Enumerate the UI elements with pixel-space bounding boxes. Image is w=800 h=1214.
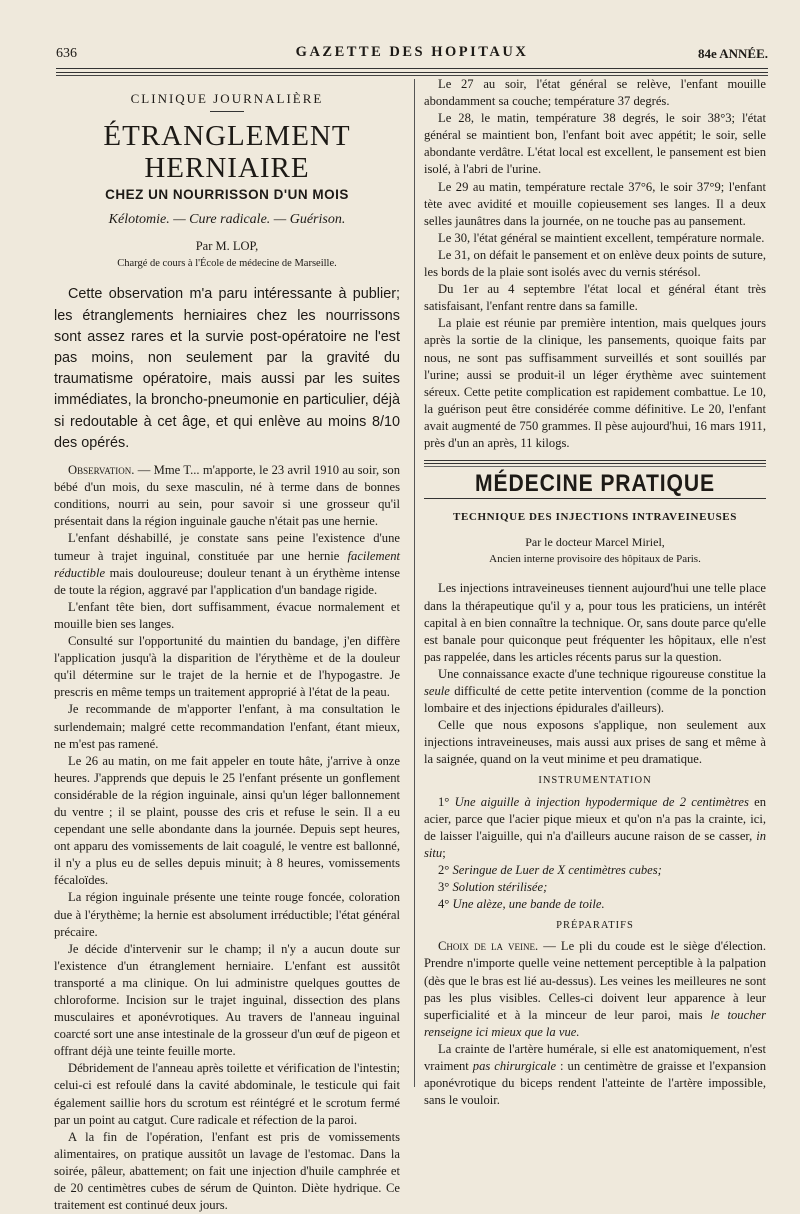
italic-text: in situ: [424, 828, 766, 860]
year-label: 84e ANNÉE.: [697, 46, 768, 61]
article-title: ÉTRANGLEMENT HERNIAIRE: [103, 120, 351, 185]
column-divider: [414, 79, 415, 1087]
article-author-2: Par le docteur Marcel Miriel,: [525, 535, 665, 550]
italic-text: Une aiguille à injection hypodermique de 2 centimètres: [454, 794, 749, 809]
observation-text: Mme T... m'apporte, le 23 avril 1910 au soir, son bébé d'un mois, du sexe masculin, né à terme dans de bonnes conditions, nourri au sein, pour savoir si une grosseur qu'il présentait dans la région inguinale gauche n'était pas une hernie.: [54, 463, 400, 529]
intro-paragraph: Cette observation m'a paru intéressante à publier; les étranglements herniaires chez les nourrissons sont assez rares et la survie post-opératoire ne l'est pas moins, non seulement par la gravité du traumatisme opératoire, mais aussi par les suites immédiates, la broncho-pneumonie en particulier, déjà si redoutable à cet âge, et qui enlève au moins 8/10 des opérés.: [54, 286, 400, 451]
list-number: 2°: [438, 862, 453, 877]
article-summary: Kélotomie. — Cure radicale. — Guérison.: [108, 212, 346, 228]
italic-text: Solution stérilisée;: [452, 880, 548, 895]
list-number: 4°: [438, 897, 453, 912]
run-in-label: Choix de la veine.: [438, 939, 539, 954]
paragraph-text: L'enfant déshabillé, je constate sans peine l'existence d'une tumeur à trajet inguinal, constituée par une hernie: [54, 531, 400, 563]
list-item: [424, 896, 766, 913]
paragraph: Consulté sur l'opportunité du maintien du bandage, j'en diffère l'application jusqu'à la disparition de l'érythème et de la douleur qu'il détermine sur le trajet de la hernie et de l'hypogastre. Je prescris en même temps un traitement approprié à l'état de la peau.: [54, 634, 400, 700]
paragraph: Les injections intraveineuses tiennent aujourd'hui une telle place dans la thérapeutique qu'il y a, pour tous les praticiens, un intérêt capital à en bien connaître la technique. Or, sans doute parce qu'elle est banale pour quiconque peut fréquenter les hôpitaux, elle n'est pas rappelée, dans les articles récents parus sur la question.: [424, 581, 766, 664]
paragraph: Je recommande de m'apporter l'enfant, à ma consultation le surlendemain; malgré cette recommandation l'enfant, étant mieux, ne m'est pas ramené.: [54, 702, 400, 751]
section-title-rule: [424, 498, 766, 499]
paragraph-text: La crainte de l'artère humérale, si elle est anatomiquement, n'est vraiment: [424, 1041, 766, 1073]
paragraph-text: Une connaissance exacte d'une technique rigoureuse constitue la: [438, 666, 766, 681]
paragraph: [424, 938, 766, 1041]
paragraph-text: en acier, parce que l'acier pique mieux et qu'on n'a pas la crainte, ici, de laisser l'aiguille, qui n'a d'ailleurs aucune raison de se casser,: [424, 794, 766, 843]
right-column: [424, 76, 766, 1109]
article-affiliation-2: Ancien interne provisoire des hôpitaux de Paris.: [489, 553, 701, 566]
paragraph-text: difficulté de cette petite intervention (comme de la ponction lombaire et des injections épidurales d'ailleurs).: [424, 684, 766, 716]
paragraph: Le 30, l'état général se maintient excellent, température normale.: [438, 230, 765, 245]
paragraph: A la fin de l'opération, l'enfant est pris de vomissements alimentaires, on pratique aussitôt un lavage de l'estomac. Dans la soirée, pâleur, abattement; on fait une injection d'huile camphrée et de 20 centimètres cubes de sérum de Quinton. Diète hydrique. Ce traitement est continué deux jours.: [54, 1129, 400, 1213]
list-item: [424, 794, 766, 862]
section-divider-thin: [424, 466, 766, 467]
list-number: 3°: [438, 880, 453, 895]
paragraph: Du 1er au 4 septembre l'état local et général étant très satisfaisant, l'enfant rentre dans sa famille.: [424, 282, 766, 314]
paragraph: [54, 530, 400, 598]
paragraph: Le 31, on défait le pansement et on enlève deux points de suture, les bords de la plaie sont isolés avec du vernis stérésol.: [424, 247, 766, 280]
paragraph-text: ;: [442, 845, 446, 860]
italic-text: Seringue de Luer de X centimètres cubes;: [452, 862, 662, 877]
left-column: [54, 86, 400, 1214]
paragraph: [424, 1041, 766, 1109]
paragraph: [424, 666, 766, 717]
paragraph: Celle que nous exposons s'applique, non seulement aux injections intraveineuses, mais aussi aux prises de sang et même à la saignée, quand on la veut minime et peu dramatique.: [424, 718, 766, 767]
section-divider: [424, 460, 766, 464]
subheading-instrumentation: INSTRUMENTATION: [538, 775, 652, 787]
section-title: MÉDECINE PRATIQUE: [475, 470, 715, 498]
paragraph: Débridement de l'anneau après toilette et vérification de l'intestin; celui-ci est refoulé dans la cavité abdominale, le testicule qui fait également saillie hors du scrotum est réintégré et le scrotum fermé par un point au catgut. Cure radicale et réfection de la paroi.: [54, 1061, 400, 1127]
paragraph-text: : un centimètre de graisse et l'expansion aponévrotique du biceps rendent l'atteinte de l'artère impossible, sans le vouloir.: [424, 1058, 766, 1108]
paragraph: La région inguinale présente une teinte rouge foncée, coloration due à l'érythème; la hernie est absolument irréductible; l'état général précaire.: [54, 890, 400, 939]
observation-label: Observation. —: [68, 463, 151, 478]
observation-paragraph: [54, 462, 400, 530]
paragraph: La plaie est réunie par première intention, mais quelques jours après la sortie de la clinique, les pansements, quoique faits par nous, ne sont pas suffisamment surveillés et sont souillés par l'urine; aussi se produit-il un léger érythème avec suintement séreux. Cette petite complication est rapidement combattue. Le 10, la guérison peut être considérée comme définitive. Le 20, l'enfant avait augmenté de 750 grammes. Il pèse aujourd'hui, 16 mars 1911, près d'un an après, 11 kilogs.: [424, 316, 766, 450]
paragraph: Le 27 au soir, l'état général se relève, l'enfant mouille abondamment sa couche; température 37 degrés.: [424, 77, 766, 109]
paragraph: Je décide d'intervenir sur le champ; il n'y a aucun doute sur l'existence d'un étranglement herniaire. L'enfant est aussitôt transporté a ma clinique. On lui administre quelques gouttes de chloroforme. Incision sur le trajet inguinal, dissection des plans musculaires et aponévrotiques. Au travers de l'anneau inguinal coarcté sort une anse intestinale de la grosseur d'un œuf de pigeon et offrant déjà une teinte feuille morte.: [54, 941, 400, 1059]
italic-text: le toucher renseigne ici mieux que la vue.: [424, 1007, 766, 1039]
article-subtitle: CHEZ UN NOURRISSON D'UN MOIS: [105, 187, 349, 203]
page-number: 636: [56, 46, 77, 61]
paragraph-text: — Le pli du coude est le siège d'élection. Prendre n'importe quelle veine nettement perceptible à la palpation (dès que le bras est lié au-dessus). Les veines les meilleures ne sont pas les plus visibles. Celles-ci doivent leur apparence à leur superficialité et à la minceur de leur paroi, mais: [424, 939, 766, 1022]
paragraph-text: mais douloureuse; douleur tenant à un érythème intense de toute la région, aggravé par l'application d'un bandage rigide.: [54, 565, 400, 597]
italic-text: pas chirurgicale: [472, 1058, 557, 1073]
paragraph: L'enfant tête bien, dort suffisamment, évacue normalement et mouille bien ses langes.: [54, 599, 400, 631]
paragraph: Le 28, le matin, température 38 degrés, le soir 38°3; l'état général se maintient bon, l'enfant boit avec appétit; le soir, selle abondante verdâtre. L'état local est excellent, le pansement est bien isolé, à l'abri de l'urine.: [424, 111, 766, 177]
italic-text: facilement réductible: [54, 548, 400, 580]
paragraph: Le 29 au matin, température rectale 37°6, le soir 37°9; l'enfant tète avec avidité et mouille copieusement ses langes. Il a deux selles jaunâtres dans la journée, on ne touche pas au pansement.: [424, 179, 766, 228]
article-title-2: TECHNIQUE DES INJECTIONS INTRAVEINEUSES: [453, 511, 737, 524]
italic-text: Une alèze, une bande de toile.: [452, 897, 605, 912]
author-line: Par M. LOP,: [195, 239, 259, 254]
list-item: [424, 862, 766, 879]
section-rule: [210, 111, 244, 112]
page-header: [56, 44, 768, 64]
author-affiliation: Chargé de cours à l'École de médecine de Marseille.: [117, 258, 337, 270]
list-number: 1°: [438, 794, 455, 809]
list-item: [424, 879, 766, 896]
paragraph: Le 26 au matin, on me fait appeler en toute hâte, j'arrive à onze heures. J'apprends que depuis le 25 l'enfant présente un gonflement considérable de la région inguinale, ainsi qu'un léger ballonnement du ventre ; il se plaint, pousse des cris et refuse le sein. Il a eu cependant une selle abondante dans la journée. Depuis sept heures, ont apparu des vomissements de lait coagulé, le ventre est ballonné, il n'y a plus eu de selles depuis minuit; à 8 heures, vomissements fécaloïdes.: [54, 753, 400, 888]
section-label: CLINIQUE JOURNALIÈRE: [130, 91, 324, 106]
journal-title: GAZETTE DES HOPITAUX: [295, 44, 529, 60]
subheading-preparatifs: PRÉPARATIFS: [556, 920, 634, 932]
header-rule: [56, 68, 768, 73]
italic-text: seule: [424, 684, 450, 698]
